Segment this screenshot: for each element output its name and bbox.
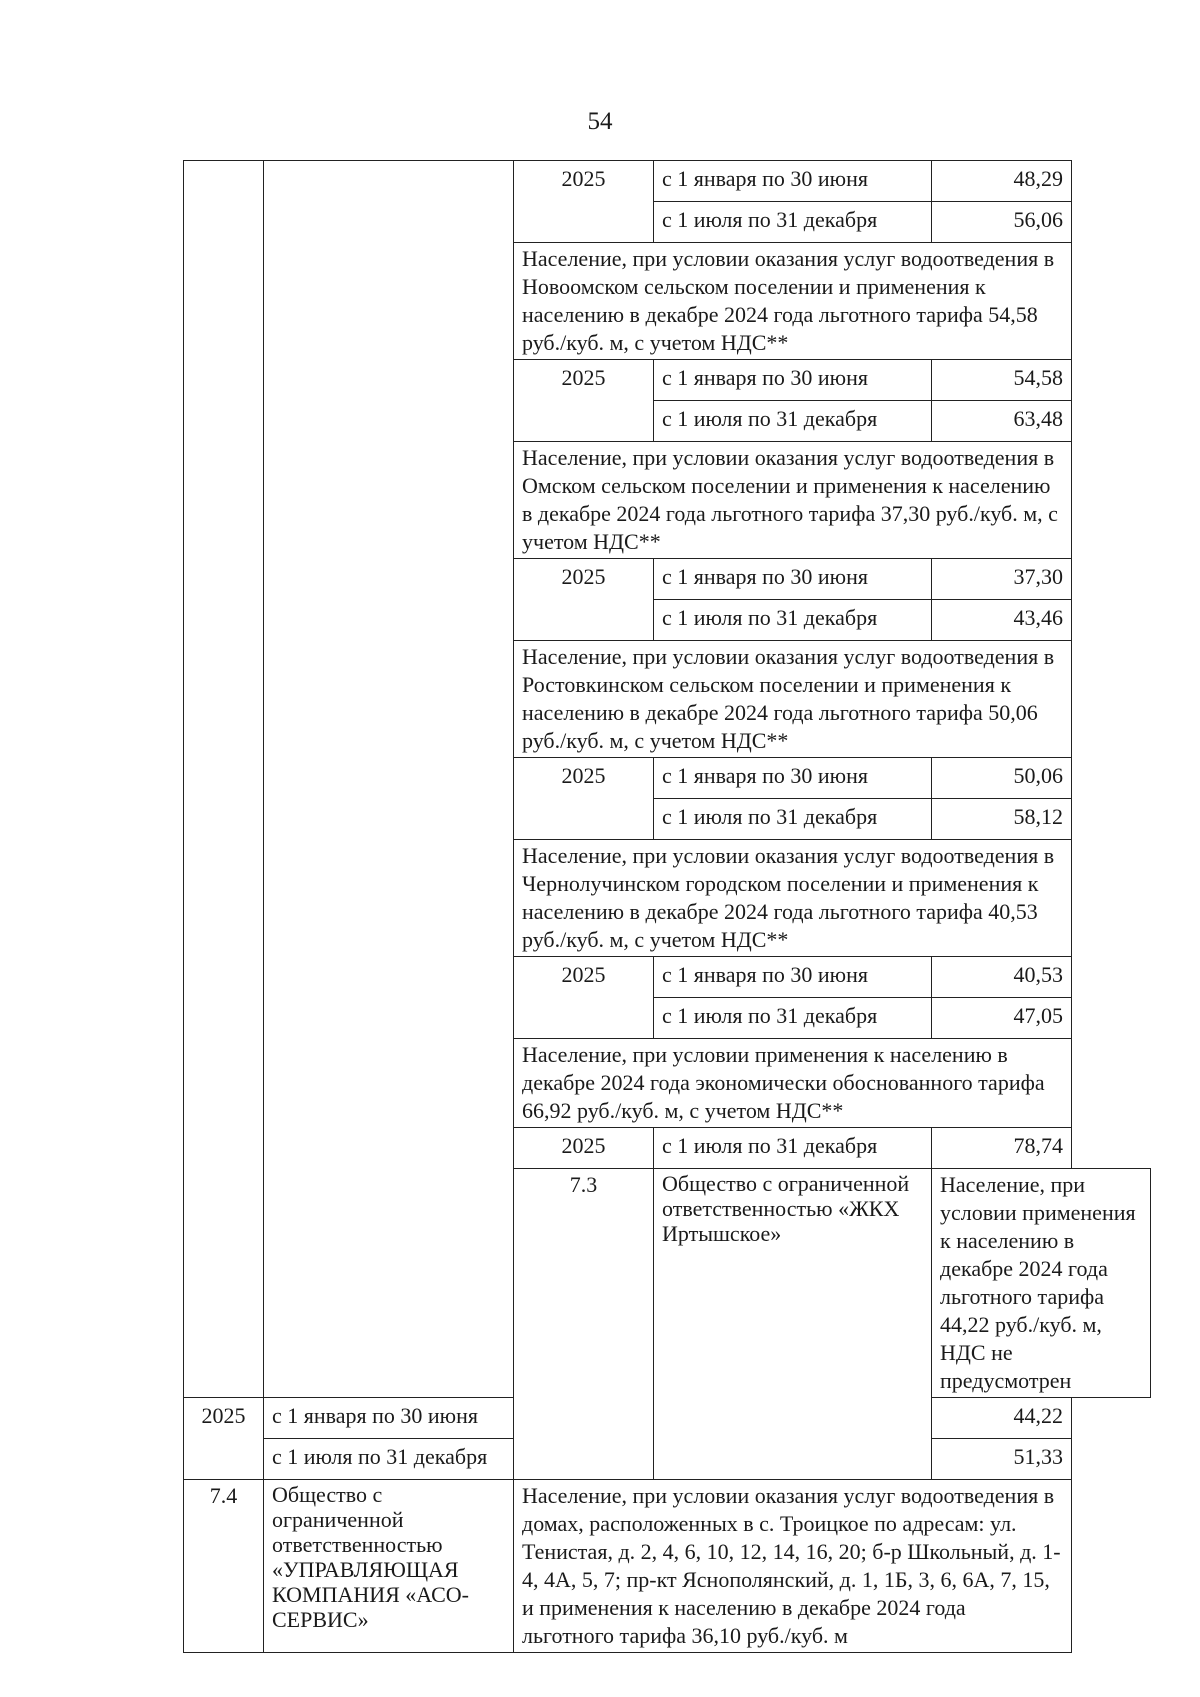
- organization-cell: [264, 161, 514, 1398]
- entry-number: 7.3: [514, 1169, 654, 1480]
- table-row: [184, 1480, 1151, 1653]
- period-cell: с 1 января по 30 июня: [654, 360, 932, 401]
- year-cell: 2025: [514, 161, 654, 243]
- tariff-value: 54,58: [932, 360, 1072, 401]
- period-cell: с 1 января по 30 июня: [654, 559, 932, 600]
- organization-name: Общество с ограниченной ответственностью «УПРАВЛЯЮЩАЯ КОМПАНИЯ «АСО-СЕРВИС»: [264, 1480, 514, 1653]
- tariff-value: 56,06: [932, 202, 1072, 243]
- organization-name: Общество с ограниченной ответственностью «ЖКХ Иртышское»: [654, 1169, 932, 1480]
- period-cell: с 1 июля по 31 декабря: [654, 600, 932, 641]
- consumer-description: Население, при условии оказания услуг водоотведения в Омском сельском поселении и применения к населению в декабре 2024 года льготного тарифа 37,30 руб./куб. м, с учетом НДС**: [514, 442, 1072, 559]
- consumer-description: Население, при условии оказания услуг водоотведения в Чернолучинском городском поселении и применения к населению в декабре 2024 года льготного тарифа 40,53 руб./куб. м, с учетом НДС**: [514, 840, 1072, 957]
- period-cell: с 1 июля по 31 декабря: [654, 401, 932, 442]
- year-cell: 2025: [514, 758, 654, 840]
- consumer-description: Население, при условии оказания услуг водоотведения в Новоомском сельском поселении и применения к населению в декабре 2024 года льготного тарифа 54,58 руб./куб. м, с учетом НДС**: [514, 243, 1072, 360]
- tariff-value: 48,29: [932, 161, 1072, 202]
- page-number: 54: [587, 108, 613, 135]
- consumer-description: Население, при условии оказания услуг водоотведения в домах, расположенных в с. Троицкое по адресам: ул. Тенистая, д. 2, 4, 6, 10, 12, 14, 16, 20; б-р Школьный, д. 1-4, 4А, 5, 7; пр-кт Яснополянский, д. 1, 1Б, 3, 6, 6А, 7, 15, и применения к населению в декабре 2024 года льготного тарифа 36,10 руб./куб. м: [514, 1480, 1072, 1653]
- tariff-value: 51,33: [932, 1439, 1072, 1480]
- entry-number: 7.4: [184, 1480, 264, 1653]
- tariff-value: 40,53: [932, 957, 1072, 998]
- period-cell: с 1 июля по 31 декабря: [654, 1128, 932, 1169]
- period-cell: с 1 июля по 31 декабря: [654, 998, 932, 1039]
- tariff-value: 44,22: [932, 1398, 1072, 1439]
- period-cell: с 1 января по 30 июня: [264, 1398, 514, 1439]
- table-row: [184, 161, 1151, 202]
- year-cell: 2025: [514, 559, 654, 641]
- tariff-value: 58,12: [932, 799, 1072, 840]
- tariff-table: [183, 160, 1151, 1653]
- period-cell: с 1 января по 30 июня: [654, 957, 932, 998]
- period-cell: с 1 января по 30 июня: [654, 758, 932, 799]
- tariff-value: 50,06: [932, 758, 1072, 799]
- tariff-value: 63,48: [932, 401, 1072, 442]
- period-cell: с 1 июля по 31 декабря: [264, 1439, 514, 1480]
- tariff-value: 78,74: [932, 1128, 1072, 1169]
- tariff-value: 43,46: [932, 600, 1072, 641]
- consumer-description: Население, при условии оказания услуг водоотведения в Ростовкинском сельском поселении и применения к населению в декабре 2024 года льготного тарифа 50,06 руб./куб. м, с учетом НДС**: [514, 641, 1072, 758]
- consumer-description: Население, при условии применения к населению в декабре 2024 года льготного тарифа 44,22 руб./куб. м, НДС не предусмотрен: [932, 1169, 1151, 1398]
- tariff-value: 47,05: [932, 998, 1072, 1039]
- period-cell: с 1 января по 30 июня: [654, 161, 932, 202]
- period-cell: с 1 июля по 31 декабря: [654, 202, 932, 243]
- tariff-value: 37,30: [932, 559, 1072, 600]
- consumer-description: Население, при условии применения к населению в декабре 2024 года экономически обоснованного тарифа 66,92 руб./куб. м, с учетом НДС**: [514, 1039, 1072, 1128]
- year-cell: 2025: [184, 1398, 264, 1480]
- entry-number-cell: [184, 161, 264, 1398]
- period-cell: с 1 июля по 31 декабря: [654, 799, 932, 840]
- year-cell: 2025: [514, 360, 654, 442]
- year-cell: 2025: [514, 957, 654, 1039]
- year-cell: 2025: [514, 1128, 654, 1169]
